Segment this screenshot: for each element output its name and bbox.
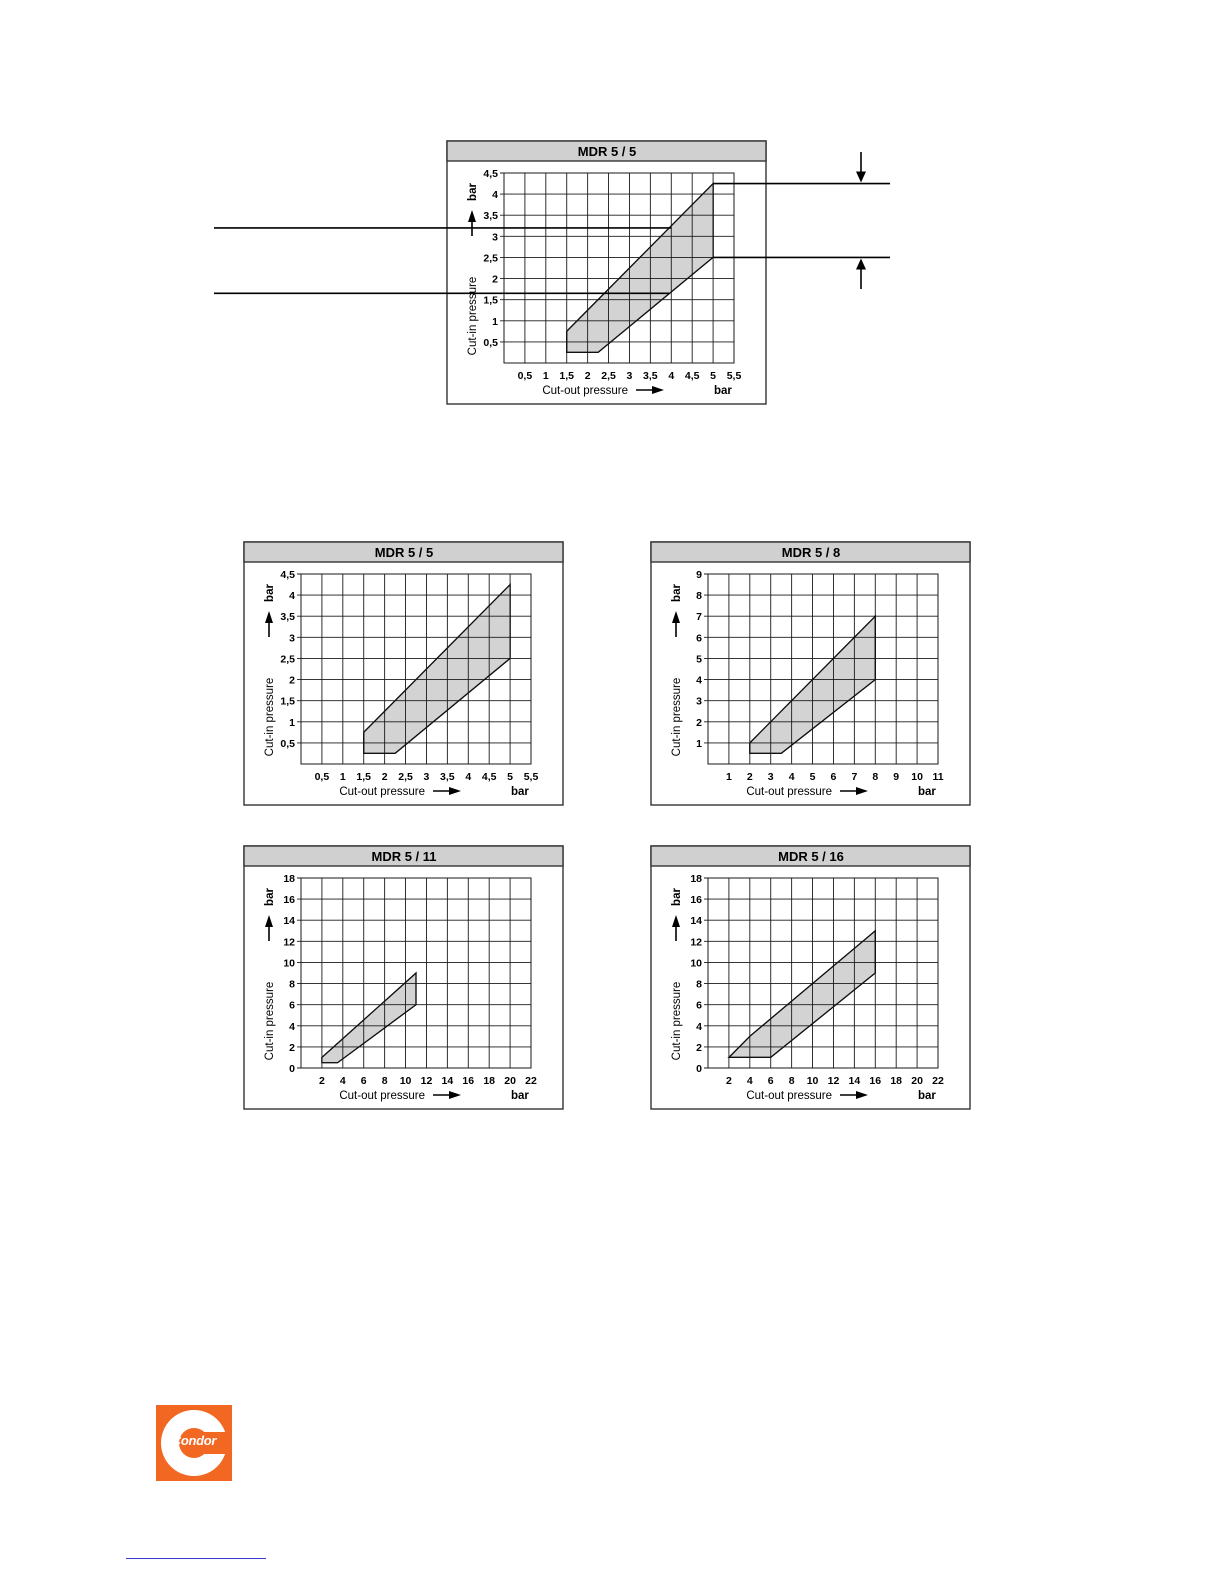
mdr58-y-tick-label: 1 <box>696 737 702 750</box>
mdr516-y-tick-label: 12 <box>690 936 702 949</box>
hero-x-tick-label: 2,5 <box>601 370 616 382</box>
mdr55-x-tick-label: 4,5 <box>481 771 497 783</box>
mdr55-y-unit: bar <box>264 584 276 602</box>
mdr516-y-axis <box>671 982 683 1061</box>
mdr55-x-tick-label: 3 <box>423 771 430 783</box>
hero-y-unit: bar <box>467 183 479 201</box>
mdr55-y-tick-label: 2,5 <box>280 653 295 666</box>
mdr516-x-tick-label: 10 <box>806 1075 819 1087</box>
hero-x-tick-label: 2 <box>584 370 591 382</box>
mdr55-y-tick-label: 1,5 <box>280 695 295 708</box>
mdr516-x-tick-label: 8 <box>788 1075 795 1087</box>
diff-arrowhead-up <box>856 258 866 269</box>
mdr516-y-tick-label: 10 <box>690 957 702 970</box>
hero-x-tick-label: 3 <box>626 370 633 382</box>
mdr516-x-axis-label: Cut-out pressure <box>746 1090 832 1102</box>
hero-y-tick-label: 4 <box>492 189 498 202</box>
hero-x-tick-label: 4 <box>668 370 675 382</box>
mdr55-y-tick-label: 3 <box>289 632 295 645</box>
hero-x-tick-label: 5 <box>710 370 717 382</box>
hero-y-tick-label: 3,5 <box>483 210 498 223</box>
mdr511-x-tick-label: 10 <box>399 1075 412 1087</box>
mdr58-x-tick-label: 10 <box>911 771 923 783</box>
mdr516-y-tick-label: 16 <box>690 894 702 907</box>
mdr511-x-tick-label: 4 <box>339 1075 346 1087</box>
mdr516-x-tick-label: 14 <box>848 1075 861 1087</box>
mdr516-x-tick-label: 6 <box>767 1075 774 1087</box>
hero-x-unit: bar <box>714 385 732 397</box>
callout-lines <box>0 0 1224 603</box>
mdr55-y-tick-label: 3,5 <box>280 611 295 624</box>
mdr511-y-tick-label: 18 <box>283 873 295 885</box>
mdr511-y-axis-label: Cut-in pressure <box>264 981 276 1061</box>
mdr511-x-axis-label: Cut-out pressure <box>339 1090 425 1102</box>
hero-y-axis-label: Cut-in pressure <box>467 276 479 356</box>
mdr55-x-tick-label: 2 <box>381 771 388 783</box>
mdr58-x-tick-label: 4 <box>788 771 795 783</box>
hero-x-tick-label: 1 <box>542 370 549 382</box>
mdr511-x-tick-label: 22 <box>525 1075 537 1087</box>
mdr516-y-tick-label: 0 <box>696 1063 702 1075</box>
mdr55-x-unit: bar <box>511 786 529 798</box>
hero-y-tick-label: 2,5 <box>483 252 498 265</box>
mdr55-y-tick-label: 1 <box>289 716 295 729</box>
mdr511-x-tick-label: 6 <box>360 1075 367 1087</box>
mdr58-title: MDR 5 / 8 <box>781 545 841 560</box>
mdr511-x-tick-label: 18 <box>483 1075 496 1087</box>
chart-mdr-5-16 <box>650 845 972 1111</box>
mdr511-y-tick-label: 0 <box>289 1063 295 1075</box>
hero-x-tick-label: 5,5 <box>726 370 742 382</box>
mdr55-x-tick-label: 0,5 <box>314 771 330 783</box>
mdr516-title: MDR 5 / 16 <box>778 849 844 864</box>
mdr55-x-axis-label: Cut-out pressure <box>339 786 425 798</box>
mdr511-x-tick-label: 2 <box>318 1075 325 1087</box>
mdr55-y-tick-label: 0,5 <box>280 737 295 750</box>
condor-logo <box>156 1405 232 1481</box>
mdr516-y-unit: bar <box>671 888 683 906</box>
mdr516-y-tick-label: 14 <box>690 915 702 928</box>
mdr516-y-tick-label: 18 <box>690 873 702 885</box>
hero-x-axis-label: Cut-out pressure <box>542 385 628 397</box>
hero-y-tick-label: 1,5 <box>483 294 498 307</box>
mdr516-y-tick-label: 4 <box>696 1020 702 1033</box>
hero-y-tick-label: 3 <box>492 231 498 244</box>
logo-wordmark: Condor <box>171 1433 217 1448</box>
mdr55-y-axis <box>264 678 276 757</box>
mdr516-x-tick-label: 18 <box>890 1075 903 1087</box>
mdr55-title: MDR 5 / 5 <box>374 545 434 560</box>
mdr58-x-unit: bar <box>918 786 936 798</box>
mdr58-x-tick-label: 9 <box>893 771 900 783</box>
hero-x-tick-label: 4,5 <box>684 370 700 382</box>
mdr55-x-tick-label: 4 <box>465 771 472 783</box>
mdr516-x-tick-label: 16 <box>869 1075 882 1087</box>
mdr511-y-tick-label: 16 <box>283 894 295 907</box>
mdr55-x-tick-label: 1 <box>339 771 346 783</box>
mdr58-y-tick-label: 3 <box>696 695 702 708</box>
mdr58-x-axis-label: Cut-out pressure <box>746 786 832 798</box>
mdr511-x-tick-label: 12 <box>420 1075 433 1087</box>
mdr58-y-tick-label: 5 <box>696 653 702 666</box>
footer-rule <box>126 1558 266 1559</box>
mdr58-y-tick-label: 8 <box>696 590 702 603</box>
hero-y-tick-label: 1 <box>492 315 498 328</box>
mdr58-y-tick-label: 6 <box>696 632 702 645</box>
mdr58-y-tick-label: 9 <box>696 569 702 581</box>
mdr516-y-tick-label: 2 <box>696 1041 702 1054</box>
mdr516-x-tick-label: 20 <box>911 1075 923 1087</box>
mdr55-x-tick-label: 3,5 <box>440 771 455 783</box>
mdr511-x-tick-label: 8 <box>381 1075 388 1087</box>
mdr516-y-axis-label: Cut-in pressure <box>671 981 683 1061</box>
mdr516-x-tick-label: 22 <box>932 1075 944 1087</box>
mdr55-x-tick-label: 5 <box>507 771 514 783</box>
mdr58-x-tick-label: 1 <box>725 771 732 783</box>
hero-y-tick-label: 0,5 <box>483 336 498 349</box>
mdr511-x-tick-label: 16 <box>462 1075 475 1087</box>
hero-x-tick-label: 1,5 <box>559 370 575 382</box>
mdr511-y-tick-label: 4 <box>289 1020 295 1033</box>
hero-x-tick-label: 0,5 <box>517 370 533 382</box>
mdr58-y-tick-label: 7 <box>696 611 702 624</box>
hero-y-tick-label: 2 <box>492 273 498 286</box>
mdr511-x-tick-label: 14 <box>441 1075 454 1087</box>
mdr511-y-tick-label: 8 <box>289 978 295 991</box>
mdr58-y-tick-label: 2 <box>696 716 702 729</box>
mdr58-x-tick-label: 5 <box>809 771 816 783</box>
hero-y-tick-label: 4,5 <box>483 168 498 180</box>
mdr511-y-tick-label: 14 <box>283 915 295 928</box>
hero-title: MDR 5 / 5 <box>577 144 637 159</box>
mdr516-x-tick-label: 4 <box>746 1075 753 1087</box>
mdr55-y-axis-label: Cut-in pressure <box>264 677 276 757</box>
mdr516-x-tick-label: 12 <box>827 1075 840 1087</box>
mdr55-y-tick-label: 4 <box>289 590 295 603</box>
mdr58-y-axis-label: Cut-in pressure <box>671 677 683 757</box>
chart-mdr-5-11 <box>243 845 565 1111</box>
mdr511-y-tick-label: 2 <box>289 1041 295 1054</box>
mdr511-x-unit: bar <box>511 1090 529 1102</box>
mdr55-x-tick-label: 2,5 <box>398 771 413 783</box>
mdr58-x-tick-label: 3 <box>767 771 774 783</box>
mdr516-x-tick-label: 2 <box>725 1075 732 1087</box>
mdr511-x-tick-label: 20 <box>504 1075 516 1087</box>
mdr58-y-unit: bar <box>671 584 683 602</box>
mdr58-x-tick-label: 11 <box>932 771 944 783</box>
mdr55-y-tick-label: 4,5 <box>280 569 295 581</box>
mdr511-y-tick-label: 10 <box>283 957 295 970</box>
mdr511-y-axis <box>264 982 276 1061</box>
mdr55-y-tick-label: 2 <box>289 674 295 687</box>
mdr511-y-tick-label: 6 <box>289 999 295 1012</box>
mdr58-y-axis <box>671 678 683 757</box>
mdr511-y-tick-label: 12 <box>283 936 295 949</box>
mdr58-x-tick-label: 2 <box>746 771 753 783</box>
mdr511-y-unit: bar <box>264 888 276 906</box>
mdr58-y-tick-label: 4 <box>696 674 702 687</box>
mdr55-x-tick-label: 1,5 <box>356 771 372 783</box>
mdr58-x-tick-label: 7 <box>851 771 858 783</box>
hero-x-tick-label: 3,5 <box>643 370 658 382</box>
mdr511-title: MDR 5 / 11 <box>371 849 437 864</box>
mdr58-x-tick-label: 8 <box>872 771 879 783</box>
diff-arrowhead-down <box>856 172 866 183</box>
mdr55-x-tick-label: 5,5 <box>523 771 539 783</box>
mdr58-x-tick-label: 6 <box>830 771 837 783</box>
mdr516-x-unit: bar <box>918 1090 936 1102</box>
mdr516-y-tick-label: 6 <box>696 999 702 1012</box>
mdr516-y-tick-label: 8 <box>696 978 702 991</box>
